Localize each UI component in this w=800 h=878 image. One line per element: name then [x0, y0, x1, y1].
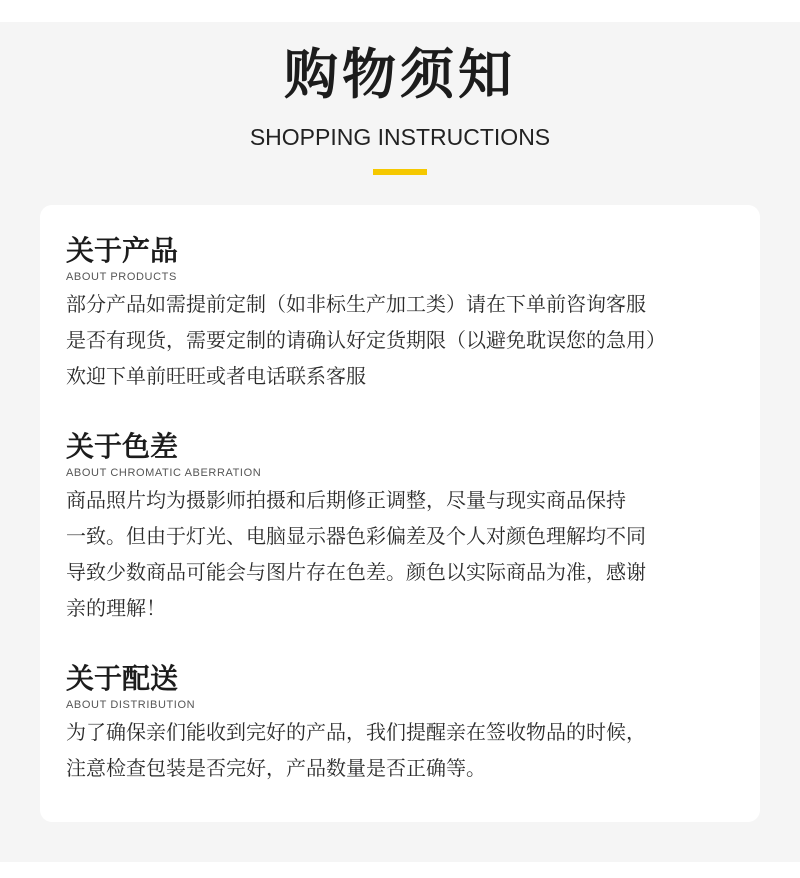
section-line: 欢迎下单前旺旺或者电话联系客服 [66, 364, 366, 388]
section-about-chromatic-aberration [66, 431, 746, 626]
section-line: 注意检查包装是否完好，产品数量是否正确等。 [66, 756, 486, 780]
section-title: 关于配送 [66, 662, 179, 695]
section-line: 是否有现货，需要定制的请确认好定货期限（以避免耽误您的急用） [66, 328, 666, 352]
page-title: 购物须知 [284, 43, 516, 106]
section-body [66, 286, 746, 394]
instructions-card [40, 205, 760, 822]
section-line: 商品照片均为摄影师拍摄和后期修正调整，尽量与现实商品保持 [66, 488, 626, 512]
section-about-products [66, 235, 746, 394]
section-line: 为了确保亲们能收到完好的产品，我们提醒亲在签收物品的时候， [66, 720, 646, 744]
section-body [66, 482, 746, 626]
section-subtitle: ABOUT CHROMATIC ABERRATION [66, 467, 262, 479]
section-about-distribution [66, 663, 746, 786]
section-subtitle: ABOUT DISTRIBUTION [66, 699, 196, 711]
section-line: 部分产品如需提前定制（如非标生产加工类）请在下单前咨询客服 [66, 292, 646, 316]
page-header [0, 40, 800, 175]
section-body [66, 714, 746, 786]
section-line: 一致。但由于灯光、电脑显示器色彩偏差及个人对颜色理解均不同 [66, 524, 646, 548]
section-subtitle: ABOUT PRODUCTS [66, 271, 177, 283]
section-title: 关于色差 [66, 430, 179, 463]
section-line: 亲的理解！ [66, 596, 166, 620]
title-accent-bar [373, 169, 427, 175]
section-line: 导致少数商品可能会与图片存在色差。颜色以实际商品为准，感谢 [66, 560, 646, 584]
page-subtitle: SHOPPING INSTRUCTIONS [249, 124, 551, 150]
section-title: 关于产品 [66, 234, 179, 267]
